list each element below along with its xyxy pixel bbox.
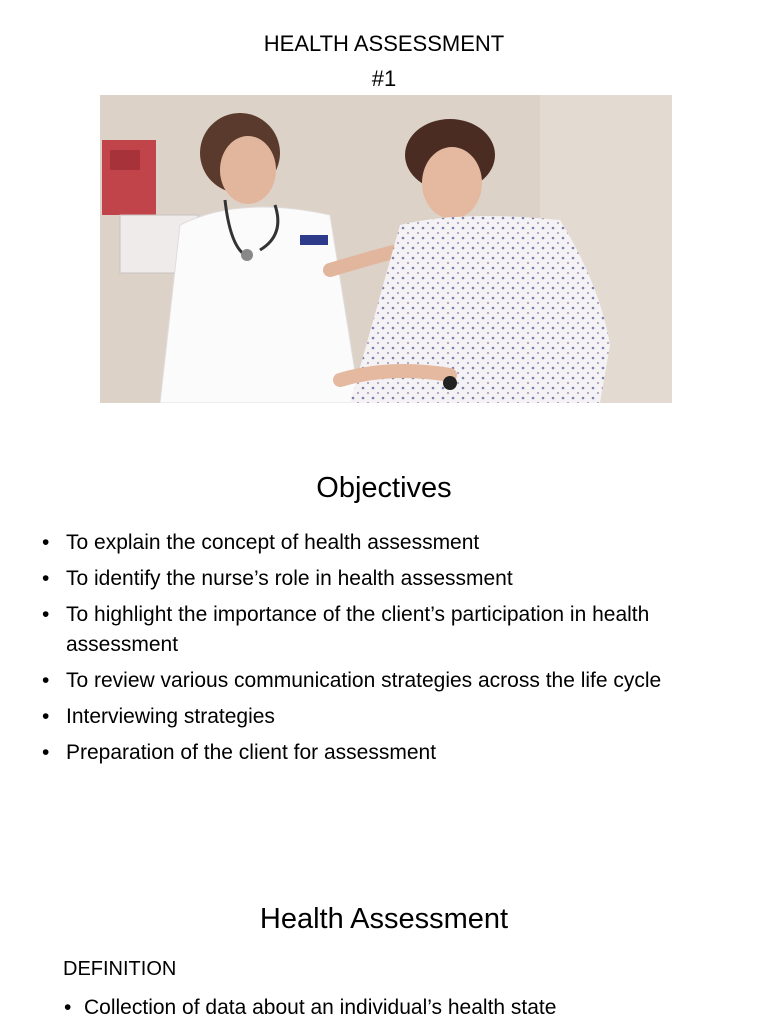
- objective-text: To highlight the importance of the client’s participation in health assessment: [66, 603, 650, 656]
- health-assessment-heading: Health Assessment: [259, 903, 509, 935]
- nurse-patient-image: [100, 95, 672, 403]
- definition-list: [62, 994, 742, 1022]
- bullet-icon: •: [42, 567, 50, 590]
- bullet-icon: •: [42, 669, 50, 692]
- document-title: HEALTH ASSESSMENT: [263, 31, 505, 56]
- list-item: [40, 564, 740, 594]
- definition-label: DEFINITION: [63, 958, 177, 980]
- bullet-icon: •: [64, 996, 72, 1019]
- objective-text: To review various communication strategies across the life cycle: [66, 669, 662, 692]
- bullet-icon: •: [42, 603, 50, 626]
- objective-text: To identify the nurse’s role in health assessment: [66, 567, 513, 590]
- list-item: [62, 994, 742, 1022]
- bullet-icon: •: [42, 705, 50, 728]
- objectives-list: [40, 528, 740, 774]
- list-item: [40, 600, 740, 660]
- list-item: [40, 738, 740, 768]
- list-item: [40, 528, 740, 558]
- objective-text: Preparation of the client for assessment: [66, 741, 437, 764]
- objective-text: Interviewing strategies: [66, 705, 275, 728]
- objectives-heading: Objectives: [316, 472, 452, 504]
- bullet-icon: •: [42, 741, 50, 764]
- list-item: [40, 702, 740, 732]
- objective-text: To explain the concept of health assessment: [66, 531, 480, 554]
- list-item: [40, 666, 740, 696]
- bullet-icon: •: [42, 531, 50, 554]
- definition-text: Collection of data about an individual’s health state: [84, 996, 557, 1019]
- document-number: #1: [371, 66, 397, 91]
